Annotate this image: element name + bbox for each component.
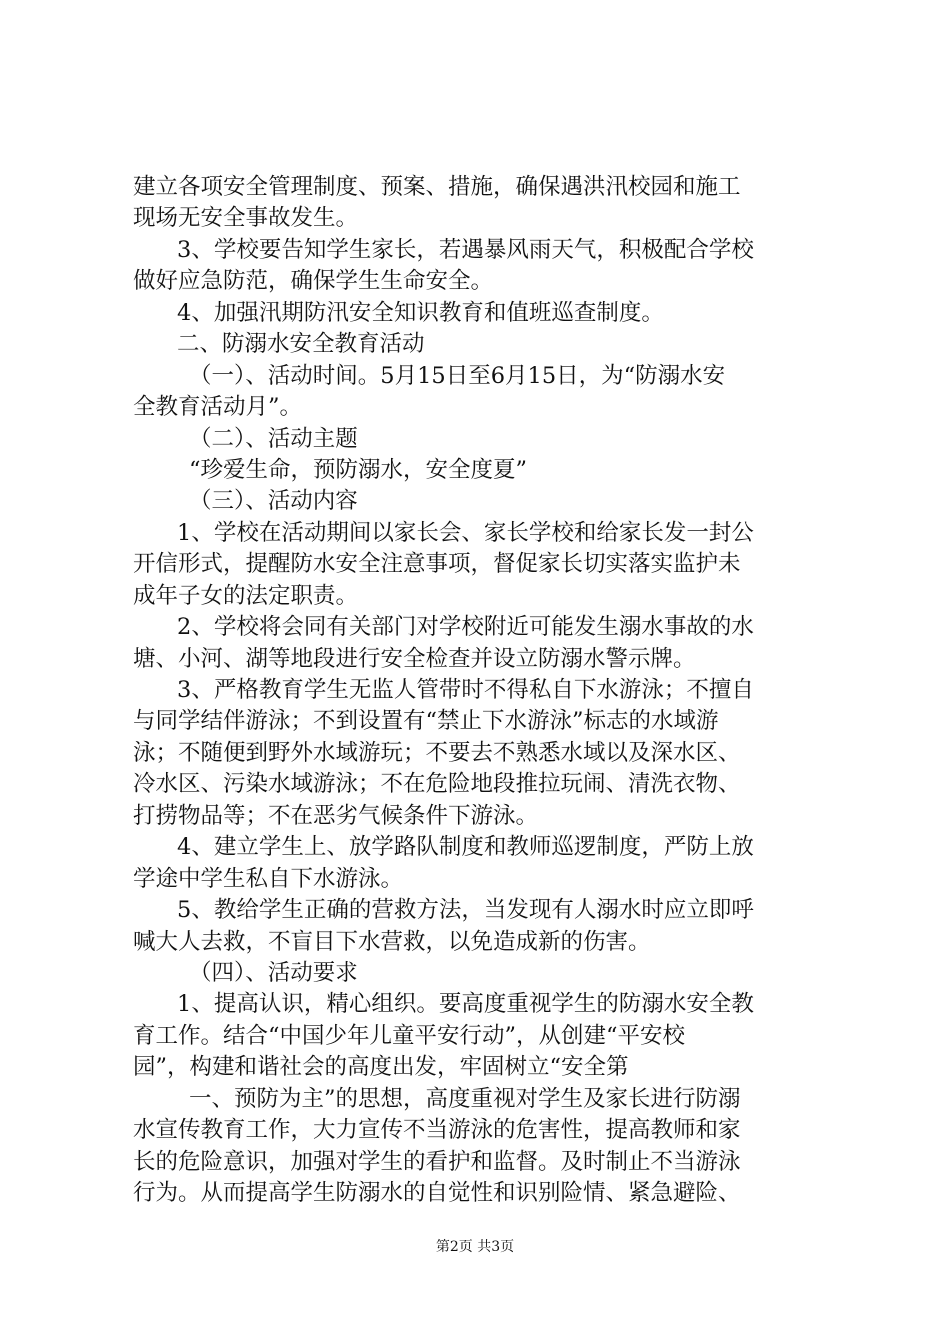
text-line: 园”，构建和谐社会的高度出发，牢固树立“安全第: [133, 1054, 629, 1081]
text-line: 打捞物品等；不在恶劣气候条件下游泳。: [133, 802, 539, 829]
text-line: 1、学校在活动期间以家长会、家长学校和给家长发一封公: [177, 519, 754, 546]
text-line: 行为。从而提高学生防溺水的自觉性和识别险情、紧急避险、: [133, 1180, 741, 1206]
text-line: 3、学校要告知学生家长，若遇暴风雨天气，积极配合学校: [177, 236, 754, 263]
text-line: 5、教给学生正确的营救方法，当发现有人溺水时应立即呼: [177, 897, 754, 924]
text-line: 喊大人去救，不盲目下水营救，以免造成新的伤害。: [133, 928, 651, 955]
text-line: 一、预防为主”的思想，高度重视对学生及家长进行防溺: [189, 1085, 741, 1112]
text-line: 4、加强汛期防汛安全知识教育和值班巡查制度。: [177, 299, 664, 326]
text-line: 泳；不随便到野外水域游玩；不要去不熟悉水域以及深水区、: [133, 739, 741, 766]
text-line: “珍爱生命，预防溺水，安全度夏”: [189, 456, 528, 483]
text-line: 3、严格教育学生无监人管带时不得私自下水游泳；不擅自: [177, 677, 754, 703]
text-line: 全教育活动月”。: [133, 394, 303, 421]
text-line: 2、学校将会同有关部门对学校附近可能发生溺水事故的水: [177, 614, 754, 641]
text-line: （三）、活动内容: [189, 488, 358, 515]
document-body: [133, 172, 833, 1209]
text-line: 成年子女的法定职责。: [133, 582, 359, 609]
page-footer: 第2页 共3页: [435, 1239, 515, 1255]
text-line: 现场无安全事故发生。: [133, 205, 359, 232]
text-line: 育工作。结合“中国少年儿童平安行动”，从创建“平安校: [133, 1022, 686, 1049]
text-line: 塘、小河、湖等地段进行安全检查并设立防溺水警示牌。: [133, 645, 696, 672]
text-line: 4、建立学生上、放学路队制度和教师巡逻制度，严防上放: [177, 834, 754, 861]
text-line: 水宣传教育工作，大力宣传不当游泳的危害性，提高教师和家: [133, 1117, 741, 1144]
text-line: 建立各项安全管理制度、预案、措施，确保遇洪汛校园和施工: [133, 174, 741, 200]
text-line: 1、提高认识，精心组织。要高度重视学生的防溺水安全教: [177, 991, 754, 1018]
text-line: 做好应急防范，确保学生生命安全。: [133, 268, 494, 295]
text-line: （四）、活动要求: [189, 959, 358, 986]
text-line: 长的危险意识，加强对学生的看护和监督。及时制止不当游泳: [133, 1148, 741, 1175]
text-line: 学途中学生私自下水游泳。: [133, 865, 404, 892]
text-line: 开信形式，提醒防水安全注意事项，督促家长切实落实监护未: [133, 551, 741, 578]
text-line: 与同学结伴游泳；不到设置有“禁止下水游泳”标志的水域游: [133, 708, 719, 735]
text-line: 二、防溺水安全教育活动: [177, 331, 425, 358]
text-line: 冷水区、污染水域游泳；不在危险地段推拉玩闹、清洗衣物、: [133, 771, 741, 798]
text-line: （一）、活动时间。5月15日至6月15日，为“防溺水安: [189, 362, 726, 389]
text-line: （二）、活动主题: [189, 425, 358, 452]
